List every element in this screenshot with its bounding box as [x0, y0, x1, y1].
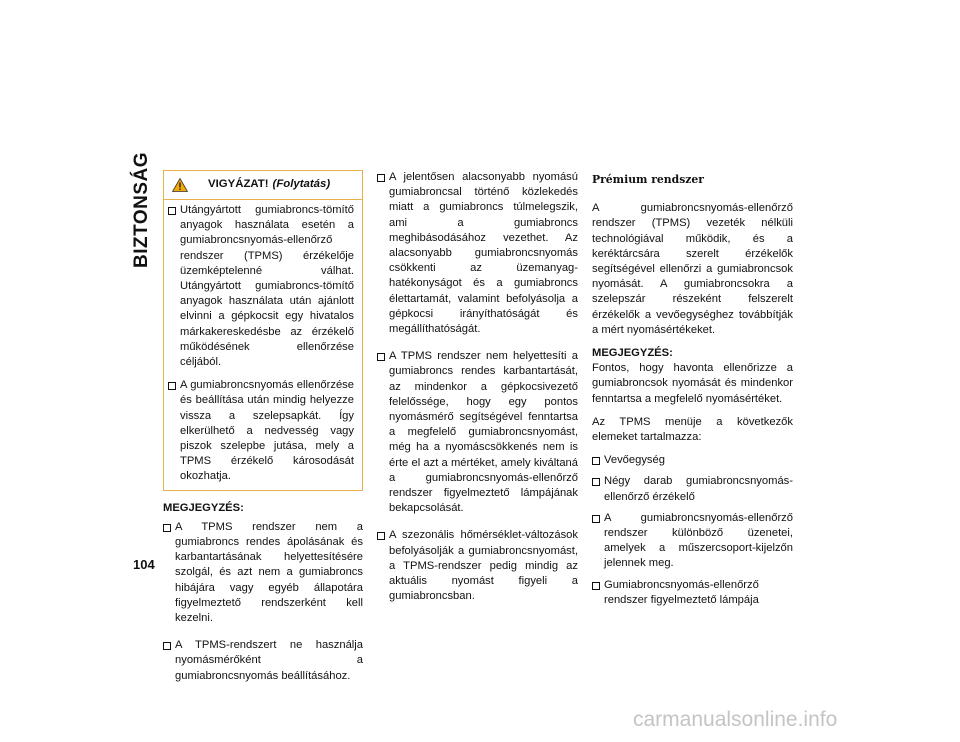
warning-item-text: Utángyártott gumiabroncs-tömítő anyagok használata esetén a gumiabroncsnyomás-ellenőrző rendszer (TPMS) érzékelője üzemképtelenné válhat. Utángyártott gumiabroncs-tömítő anyagok használata után ajánlott elvinni a gépkocsit egy hivatalos márkakereskedésbe az érzékelő működésének ellenőrzése céljából. [180, 204, 354, 369]
page-number: 104 [133, 557, 155, 572]
section-side-title: BIZTONSÁG [131, 151, 152, 268]
square-bullet-icon [168, 207, 176, 215]
list-item [377, 528, 578, 604]
list-item [163, 638, 363, 684]
square-bullet-icon [163, 642, 171, 650]
column-right [592, 170, 793, 614]
components-list [592, 453, 793, 608]
warning-subtitle: (Folytatás) [272, 178, 331, 191]
list-item [592, 578, 793, 608]
list-item-text: A szezonális hőmérséklet-változások befolyásolják a gumiabroncsnyomást, a TPMS-rendszer pedig mindig az aktuális nyomást figyeli a gumiabroncsban. [389, 529, 578, 603]
watermark: carmanualsonline.info [633, 708, 838, 731]
list-item-text: A jelentősen alacsonyabb nyomású gumiabroncsal történő közlekedés miatt a gumiabroncs túlmelegszik, ami a gumiabroncs meghibásodásához vezethet. Az alacsonyabb gumiabroncsnyomás csökkenti az üzemanyag-hatékonyságot és a gumiabroncs élettartamát, valamint befolyásolja a gépkocsi irányíthatóságát és megállíthatóságát. [389, 171, 578, 336]
note-heading: MEGJEGYZÉS: [592, 347, 673, 360]
warning-title: VIGYÁZAT! [208, 178, 269, 191]
list-item [592, 474, 793, 504]
square-bullet-icon [592, 457, 600, 465]
list-item-text: Négy darab gumiabroncsnyomás-ellenőrző érzékelő [604, 475, 793, 503]
warning-body [164, 200, 362, 485]
list-item-text: A TPMS-rendszert ne használja nyomásmérőként a gumiabroncsnyomás beállításához. [175, 639, 363, 682]
warning-item [168, 378, 354, 484]
list-item-text: A TPMS rendszer nem helyettesíti a gumiabroncs rendes karbantartását, az mindenkor a gépkocsivezető felelőssége, hogy egy pontos nyomásmérő segítségével fenntartsa a megfelelő gumiabroncsnyomást, még ha a nyomáscsökkenés nem is érte el azt a mértéket, amely kiváltaná a gumiabroncsnyomás-ellenőrző rendszer figyelmeztető lámpájának bekapcsolását. [389, 350, 578, 515]
list-item-text: Gumiabroncsnyomás-ellenőrző rendszer figyelmeztető lámpája [604, 578, 759, 606]
warning-item [168, 203, 354, 370]
list-item [377, 170, 578, 337]
warning-triangle-icon [172, 178, 188, 192]
note-list [163, 520, 363, 684]
warning-box [163, 170, 363, 491]
column-middle [377, 170, 578, 616]
square-bullet-icon [377, 532, 385, 540]
warning-header [164, 171, 362, 200]
square-bullet-icon [377, 174, 385, 182]
square-bullet-icon [592, 478, 600, 486]
list-item [592, 453, 793, 468]
square-bullet-icon [592, 582, 600, 590]
column-left [163, 170, 363, 696]
menu-intro-paragraph: Az TPMS menüje a következők elemeket tartalmazza: [592, 415, 793, 444]
square-bullet-icon [592, 515, 600, 523]
square-bullet-icon [163, 524, 171, 532]
square-bullet-icon [377, 353, 385, 361]
intro-paragraph: A gumiabroncsnyomás-ellenőrző rendszer (TPMS) vezeték nélküli technológiával működik, és a keréktárcsára szerelt érzékelők segítségével ellenőrzi a gumiabroncsok nyomását. A gumiabroncsokra a szelepszár részeként felszerelt érzékelők a vevőegységhez továbbítják a mért nyomásértékeket. [592, 202, 793, 336]
list-item [592, 511, 793, 572]
square-bullet-icon [168, 382, 176, 390]
list-item-text: A TPMS rendszer nem a gumiabroncs rendes ápolásának és karbantartásának helyettesítésére szolgál, és azt nem a gumiabroncs hibájára vagy egyéb állapotára figyelmeztető rendszerként kell kezelni. [175, 520, 363, 625]
list-item [163, 520, 363, 626]
list-item-text: Vevőegység [604, 454, 665, 467]
note-paragraph: Fontos, hogy havonta ellenőrizze a gumiabroncsok nyomását és mindenkor fenntartsa a megfelelő nyomásértéket. [592, 362, 793, 405]
note-heading: MEGJEGYZÉS: [163, 501, 244, 514]
section-title: Prémium rendszer [592, 173, 704, 186]
list-item-text: A gumiabroncsnyomás-ellenőrző rendszer különböző üzenetei, amelyek a műszercsoport-kijelzőn jelennek meg. [604, 511, 793, 570]
list-item [377, 349, 578, 516]
middle-list [377, 170, 578, 604]
warning-item-text: A gumiabroncsnyomás ellenőrzése és beállítása után mindig helyezze vissza a szelepsapkát. Így elkerülhető a nedvesség vagy piszok szelepbe jutása, mely a TPMS érzékelő károsodását okozhatja. [180, 379, 354, 483]
